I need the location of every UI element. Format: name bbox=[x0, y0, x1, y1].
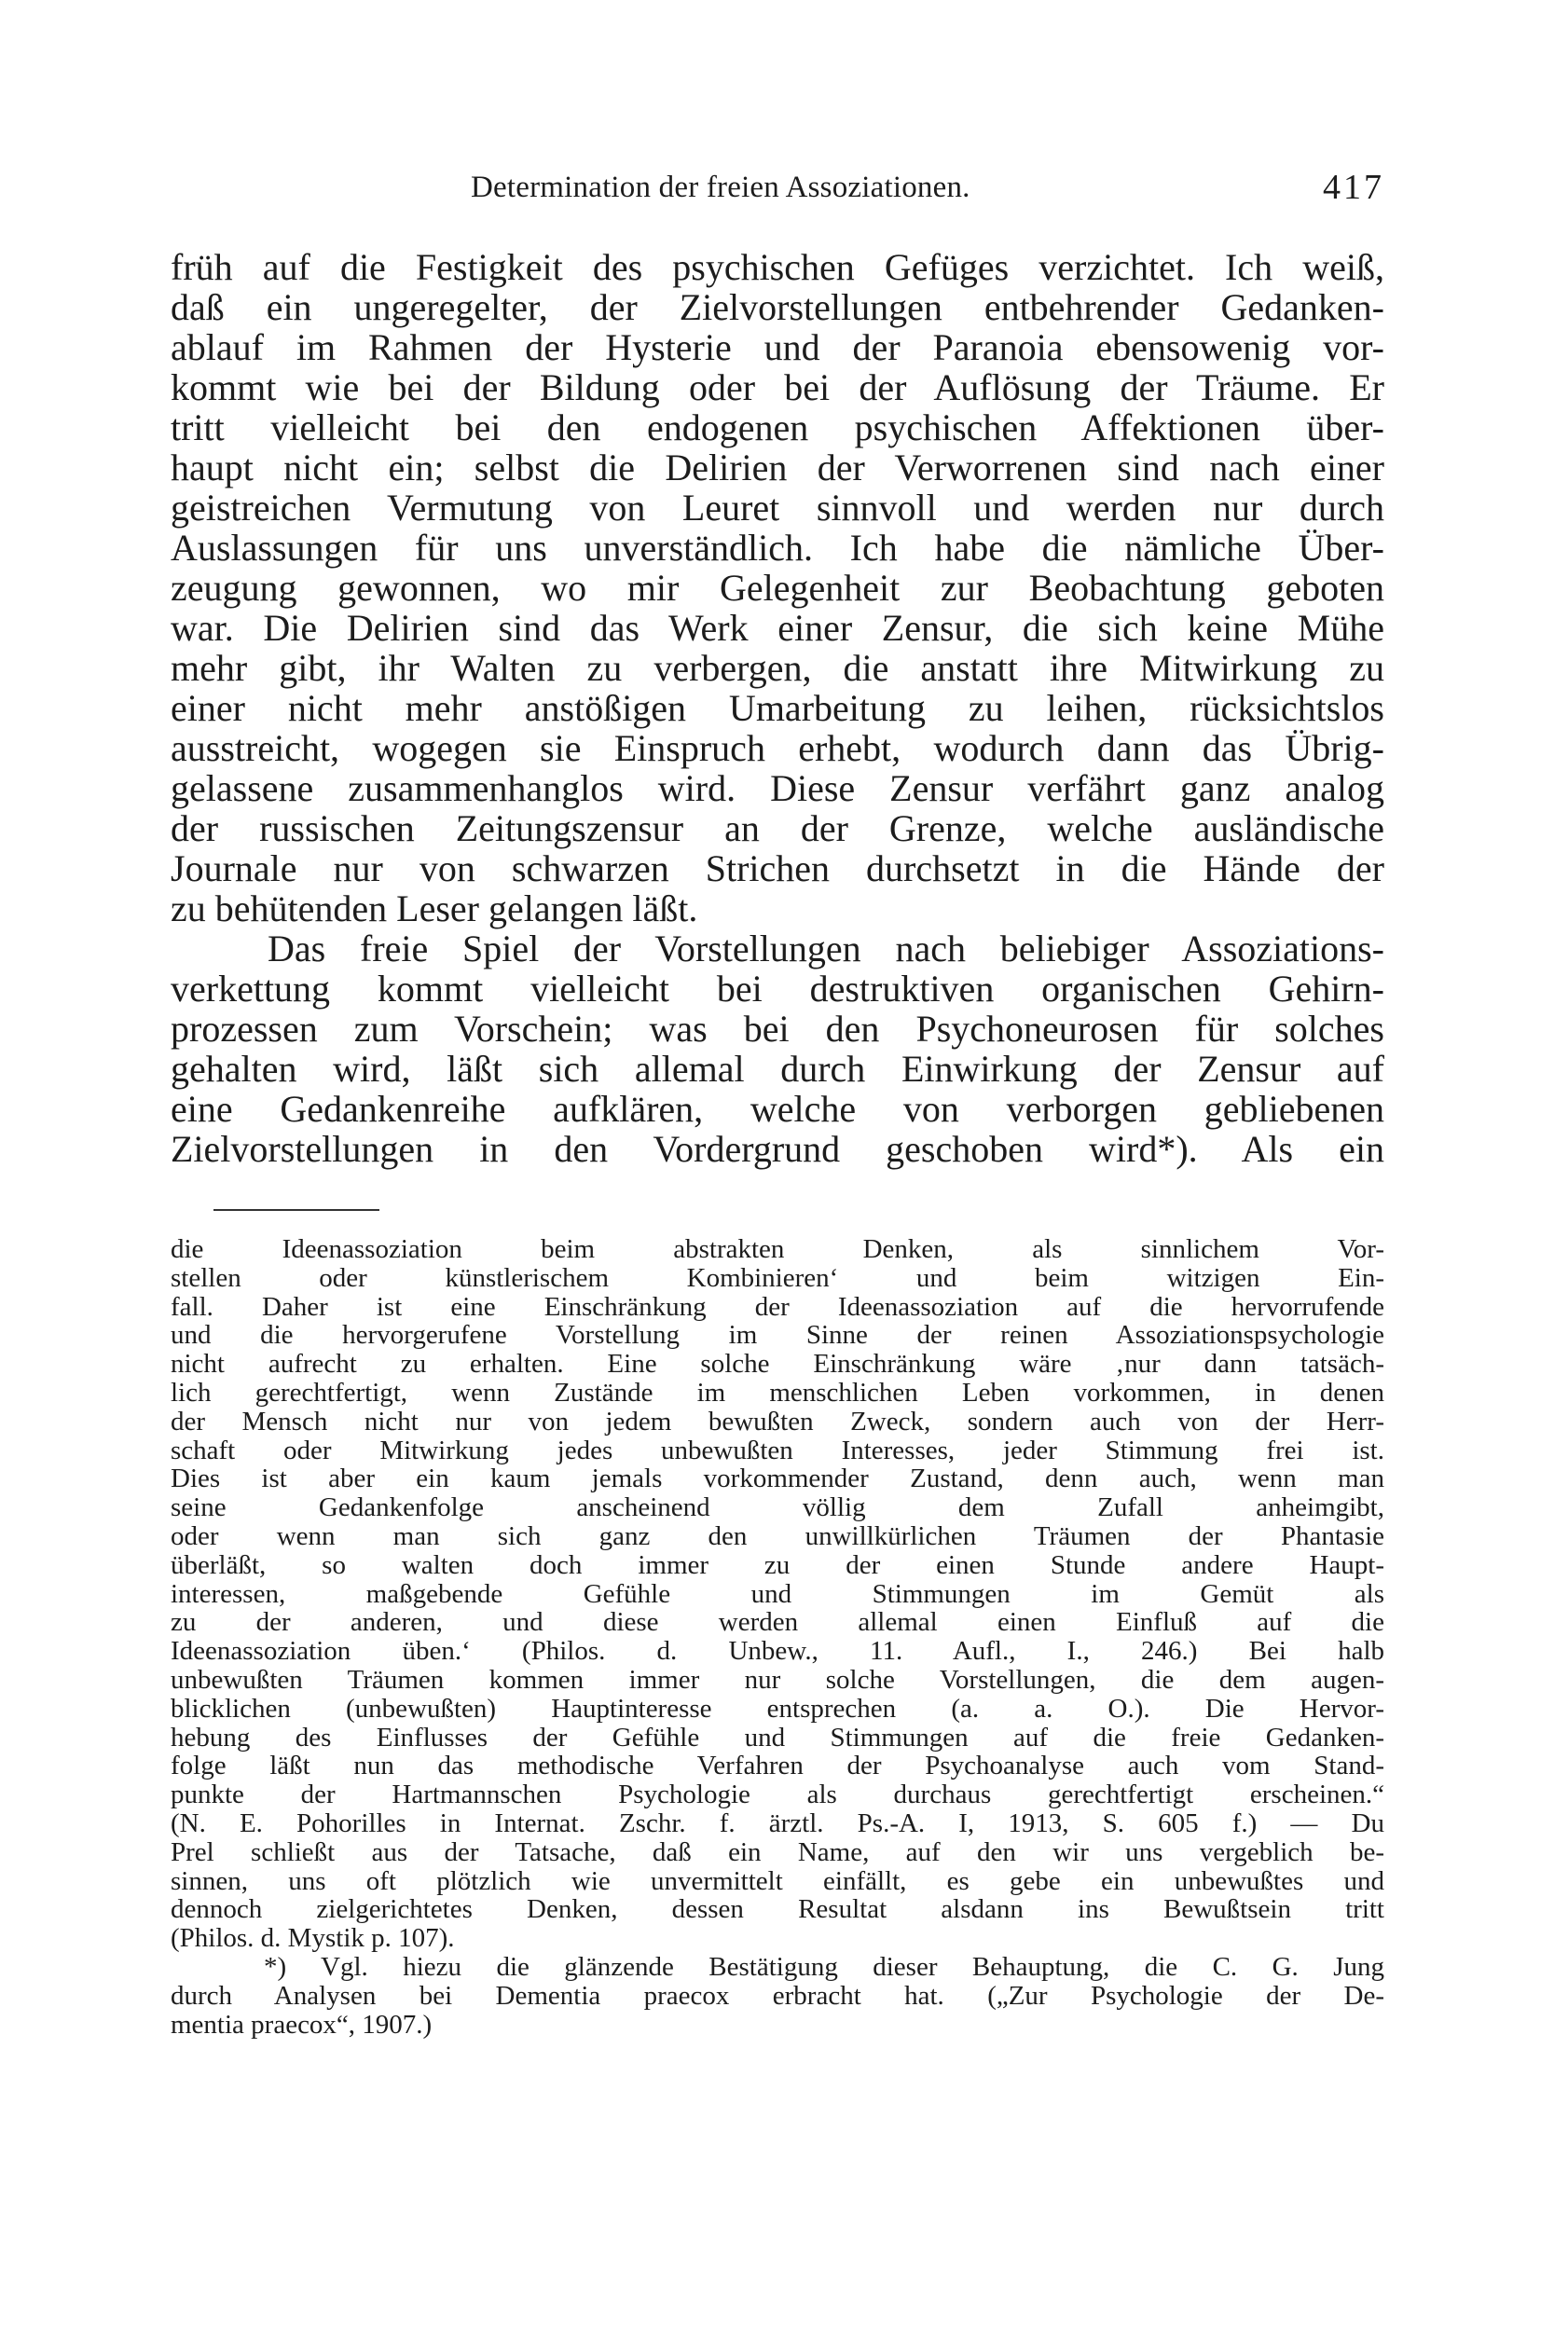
text-line: geistreichen Vermutung von Leuret sinnvoll und werden nur durch bbox=[171, 487, 1384, 529]
main-text bbox=[171, 247, 1384, 1169]
footnote-line: Prel schließt aus der Tatsache, daß ein Name, auf den wir uns vergeblich be- bbox=[171, 1836, 1384, 1867]
text-line: einer nicht mehr anstößigen Umarbeitung zu leihen, rücksichtslos bbox=[171, 687, 1384, 729]
paragraph-start-line: Das freie Spiel der Vorstellungen nach beliebiger Assoziations- bbox=[268, 928, 1384, 969]
footnote-line: durch Analysen bei Dementia praecox erbracht hat. („Zur Psychologie der De- bbox=[171, 1980, 1384, 2011]
footnote-line: dennoch zielgerichtetes Denken, dessen Resultat alsdann ins Bewußtsein tritt bbox=[171, 1894, 1384, 1925]
footnote-line: oder wenn man sich ganz den unwillkürlichen Träumen der Phantasie bbox=[171, 1520, 1384, 1551]
footnotes bbox=[171, 1235, 1384, 2039]
footnote-line: schaft oder Mitwirkung jedes unbewußten Interesses, jeder Stimmung frei ist. bbox=[171, 1435, 1384, 1465]
footnote-line: fall. Daher ist eine Einschränkung der Ideenassoziation auf die hervorrufende bbox=[171, 1291, 1384, 1322]
footnote-line: punkte der Hartmannschen Psychologie als durchaus gerechtfertigt erscheinen.“ bbox=[171, 1780, 1384, 1810]
footnote-line: (N. E. Pohorilles in Internat. Zschr. f. ärztl. Ps.-A. I, 1913, S. 605 f.) — Du bbox=[171, 1808, 1384, 1838]
text-line: früh auf die Festigkeit des psychischen Gefüges verzichtet. Ich weiß, bbox=[171, 246, 1384, 288]
footnote-line: hebung des Einflusses der Gefühle und Stimmungen auf die freie Gedanken- bbox=[171, 1722, 1384, 1753]
text-line: tritt vielleicht bei den endogenen psychischen Affektionen über- bbox=[171, 406, 1384, 448]
footnote-line: sinnen, uns oft plötzlich wie unvermittelt einfällt, es gebe ein unbewußtes und bbox=[171, 1865, 1384, 1896]
text-line: kommt wie bei der Bildung oder bei der Auflösung der Träume. Er bbox=[171, 366, 1384, 408]
footnote-divider bbox=[213, 1209, 379, 1211]
footnote-line: stellen oder künstlerischem Kombinieren‘ und beim witzigen Ein- bbox=[171, 1262, 1384, 1293]
footnote-line: nicht aufrecht zu erhalten. Eine solche Einschränkung wäre ‚nur dann tatsäch- bbox=[171, 1349, 1384, 1380]
text-line: mehr gibt, ihr Walten zu verbergen, die anstatt ihre Mitwirkung zu bbox=[171, 647, 1384, 689]
page-number: 417 bbox=[1323, 168, 1384, 207]
footnote-line: der Mensch nicht nur von jedem bewußten Zweck, sondern auch von der Herr- bbox=[171, 1406, 1384, 1437]
footnote-line: mentia praecox“, 1907.) bbox=[171, 2009, 433, 2040]
footnote-line: interessen, maßgebende Gefühle und Stimmungen im Gemüt als bbox=[171, 1578, 1384, 1609]
footnote-line: blicklichen (unbewußten) Hauptinteresse entsprechen (a. a. O.). Die Hervor- bbox=[171, 1693, 1384, 1724]
text-line: zu behütenden Leser gelangen läßt. bbox=[171, 887, 698, 929]
footnote-line: Ideenassoziation üben.‘ (Philos. d. Unbew., 11. Aufl., I., 246.) Bei halb bbox=[171, 1636, 1384, 1667]
text-line: der russischen Zeitungszensur an der Grenze, welche ausländische bbox=[171, 807, 1384, 849]
footnote-line: und die hervorgerufene Vorstellung im Sinne der reinen Assoziationspsychologie bbox=[171, 1320, 1384, 1351]
running-title: Determination der freien Assoziationen. bbox=[471, 171, 970, 204]
footnote-line: zu der anderen, und diese werden allemal einen Einfluß auf die bbox=[171, 1607, 1384, 1638]
footnote-line: seine Gedankenfolge anscheinend völlig dem Zufall anheimgibt, bbox=[171, 1492, 1384, 1523]
text-line: gehalten wird, läßt sich allemal durch Einwirkung der Zensur auf bbox=[171, 1048, 1384, 1090]
footnote-line: folge läßt nun das methodische Verfahren der Psychoanalyse auch vom Stand- bbox=[171, 1751, 1384, 1781]
footnote-line: lich gerechtfertigt, wenn Zustände im menschlichen Leben vorkommen, in denen bbox=[171, 1377, 1384, 1408]
text-line: daß ein ungeregelter, der Zielvorstellungen entbehrender Gedanken- bbox=[171, 286, 1384, 328]
text-line: verkettung kommt vielleicht bei destruktiven organischen Gehirn- bbox=[171, 968, 1384, 1010]
text-line: gelassene zusammenhanglos wird. Diese Zensur verfährt ganz analog bbox=[171, 767, 1384, 809]
text-line: prozessen zum Vorschein; was bei den Psychoneurosen für solches bbox=[171, 1008, 1384, 1050]
footnote-line: Dies ist aber ein kaum jemals vorkommender Zustand, denn auch, wenn man bbox=[171, 1464, 1384, 1494]
text-line: eine Gedankenreihe aufklären, welche von verborgen gebliebenen bbox=[171, 1088, 1384, 1130]
text-line: Journale nur von schwarzen Strichen durchsetzt in die Hände der bbox=[171, 847, 1384, 889]
text-line: zeugung gewonnen, wo mir Gelegenheit zur Beobachtung geboten bbox=[171, 567, 1384, 609]
text-line: haupt nicht ein; selbst die Delirien der Verworrenen sind nach einer bbox=[171, 447, 1384, 488]
text-line: war. Die Delirien sind das Werk einer Zensur, die sich keine Mühe bbox=[171, 607, 1384, 649]
text-line: Auslassungen für uns unverständlich. Ich habe die nämliche Über- bbox=[171, 527, 1384, 569]
text-line: Zielvorstellungen in den Vordergrund geschoben wird*). Als ein bbox=[171, 1128, 1384, 1170]
footnote-line: unbewußten Träumen kommen immer nur solche Vorstellungen, die dem augen- bbox=[171, 1664, 1384, 1695]
text-line: ausstreicht, wogegen sie Einspruch erhebt, wodurch dann das Übrig- bbox=[171, 727, 1384, 769]
footnote-star-line: *) Vgl. hiezu die glänzende Bestätigung dieser Behauptung, die C. G. Jung bbox=[264, 1951, 1384, 1982]
footnote-line: überläßt, so walten doch immer zu der einen Stunde andere Haupt- bbox=[171, 1549, 1384, 1580]
running-head bbox=[471, 164, 1384, 211]
footnote-line: die Ideenassoziation beim abstrakten Denken, als sinnlichem Vor- bbox=[171, 1234, 1384, 1264]
text-line: ablauf im Rahmen der Hysterie und der Paranoia ebensowenig vor- bbox=[171, 326, 1384, 368]
footnote-line: (Philos. d. Mystik p. 107). bbox=[171, 1923, 455, 1954]
